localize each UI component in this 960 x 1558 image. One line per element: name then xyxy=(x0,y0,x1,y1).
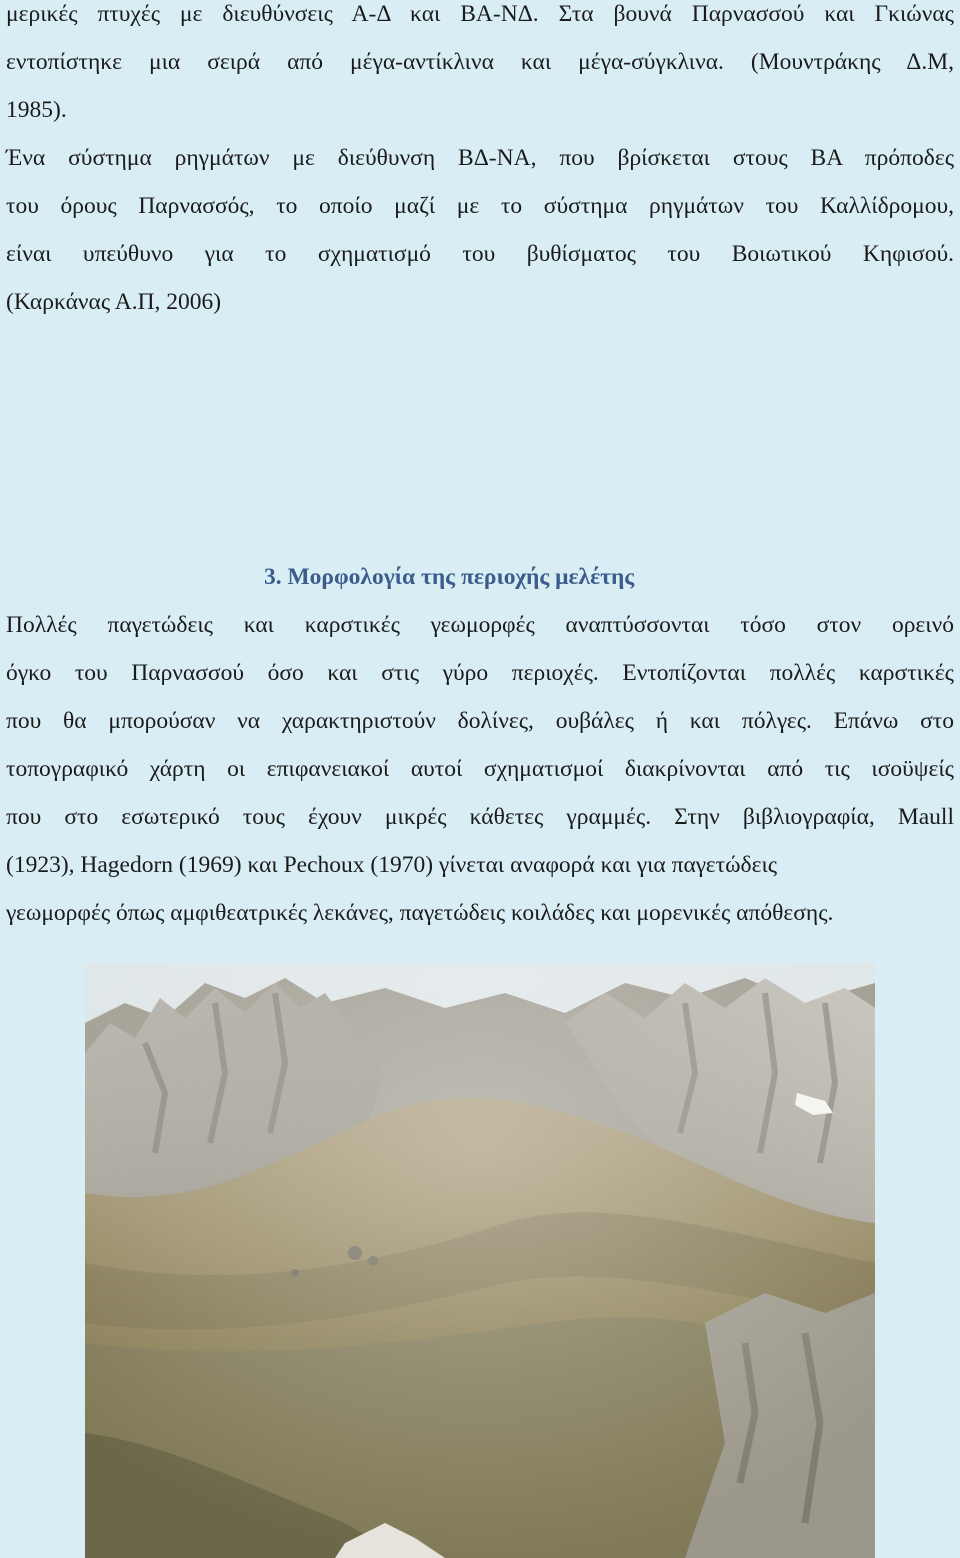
citation-line: (Καρκάνας Α.Π, 2006) xyxy=(6,289,222,315)
text-line: όγκο του Παρνασσού όσο και στις γύρο περιοχές. Εντοπίζονται πολλές καρστικές xyxy=(6,660,954,686)
text-line: Ένα σύστημα ρηγμάτων με διεύθυνση ΒΔ-ΝΑ, που βρίσκεται στους ΒΑ πρόποδες xyxy=(6,145,954,171)
text-line: 1985). xyxy=(6,97,67,123)
text-line: μερικές πτυχές με διευθύνσεις Α-Δ και ΒΑ-ΝΔ. Στα βουνά Παρνασσού και Γκιώνας xyxy=(6,1,954,27)
text-line: γεωμορφές όπως αμφιθεατρικές λεκάνες, παγετώδεις κοιλάδες και μορενικές απόθεσης. xyxy=(6,900,834,926)
text-line: του όρους Παρνασσός, το οποίο μαζί με το σύστημα ρηγμάτων του Καλλίδρομου, xyxy=(6,193,954,219)
section-heading: 3. Μορφολογία της περιοχής μελέτης xyxy=(264,564,635,590)
mountain-cirque-photo xyxy=(85,963,875,1558)
text-line: (1923), Hagedorn (1969) και Pechoux (1970) γίνεται αναφορά και για παγετώδεις xyxy=(6,852,778,878)
mountain-photo-illustration xyxy=(85,963,875,1558)
text-line: που θα μπορούσαν να χαρακτηριστούν δολίνες, ουβάλες ή και πόλγες. Επάνω στο xyxy=(6,708,954,734)
text-line: εντοπίστηκε μια σειρά από μέγα-αντίκλινα και μέγα-σύγκλινα. (Μουντράκης Δ.Μ, xyxy=(6,49,954,75)
text-line: Πολλές παγετώδεις και καρστικές γεωμορφές αναπτύσσονται τόσο στον ορεινό xyxy=(6,612,954,638)
text-line: τοπογραφικό χάρτη οι επιφανειακοί αυτοί σχηματισμοί διακρίνονται από τις ισοϋψείς xyxy=(6,756,954,782)
text-line: είναι υπεύθυνο για το σχηματισμό του βυθίσματος του Βοιωτικού Κηφισού. xyxy=(6,241,954,267)
text-line: που στο εσωτερικό τους έχουν μικρές κάθετες γραμμές. Στην βιβλιογραφία, Maull xyxy=(6,804,954,830)
